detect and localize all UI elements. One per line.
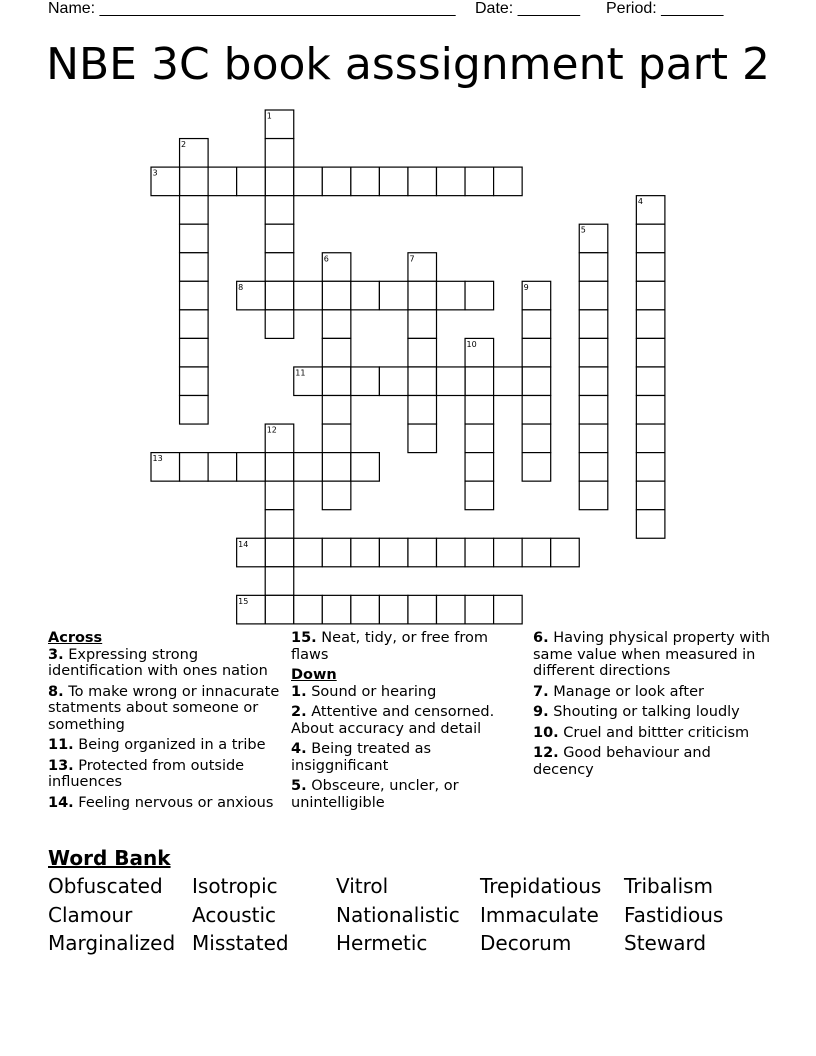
grid-cell[interactable] [322,338,351,367]
grid-cell[interactable] [465,595,494,624]
grid-cell[interactable] [180,196,209,225]
grid-cell[interactable] [180,367,209,396]
clue-across-15: 15. Neat, tidy, or free from flaws [291,630,488,663]
grid-cell[interactable] [180,167,209,196]
grid-cell[interactable] [579,481,608,510]
grid-cell[interactable] [636,510,665,539]
grid-cell[interactable] [208,453,237,482]
grid-cell[interactable] [237,167,266,196]
grid-cell[interactable] [294,538,323,567]
word-bank-item: Clamour [48,903,133,927]
clue-down-5: 5. Obsceure, uncler, or unintelligible [291,778,459,811]
grid-cell[interactable] [579,396,608,425]
across-heading: Across [48,630,103,646]
grid-cell[interactable] [437,538,466,567]
grid-cell[interactable] [322,481,351,510]
grid-cell[interactable] [579,310,608,339]
grid-cell[interactable] [322,310,351,339]
grid-cell[interactable] [636,453,665,482]
grid-cell[interactable] [465,481,494,510]
clue-number-label: 15 [238,596,249,606]
clue-across-14: 14. Feeling nervous or anxious [48,794,274,811]
grid-cell[interactable] [636,224,665,253]
grid-cell[interactable] [408,538,437,567]
grid-cell[interactable] [351,595,380,624]
word-bank-item: Misstated [192,931,289,955]
grid-cell[interactable] [636,481,665,510]
grid-cell[interactable] [408,396,437,425]
clue-number-label: 1 [266,111,272,121]
grid-cell[interactable] [522,310,551,339]
grid-cell[interactable] [636,338,665,367]
grid-cell[interactable] [408,167,437,196]
clue-across-8: 8. To make wrong or innacurate statments about someone or something [48,683,280,733]
clue-number-label: 13 [152,454,163,464]
grid-cell[interactable] [180,224,209,253]
clue-down-7: 7. Manage or look after [533,683,704,700]
grid-cell[interactable] [465,281,494,310]
grid-cell[interactable] [351,367,380,396]
grid-cell[interactable] [465,538,494,567]
word-bank-item: Nationalistic [336,903,460,927]
grid-cell[interactable] [351,281,380,310]
clue-number-label: 9 [523,282,529,292]
word-bank-item: Obfuscated [48,874,163,898]
grid-cell[interactable] [437,595,466,624]
grid-cell[interactable] [322,367,351,396]
grid-cell[interactable] [522,367,551,396]
grid-cell[interactable] [551,538,580,567]
grid-cell[interactable] [265,595,294,624]
grid-cell[interactable] [208,167,237,196]
grid-cell[interactable] [379,595,408,624]
word-bank-item: Trepidatious [480,874,602,898]
grid-cell[interactable] [265,196,294,225]
grid-cell[interactable] [636,396,665,425]
clue-number-label: 2 [181,140,187,150]
grid-cell[interactable] [636,253,665,282]
word-bank-item: Tribalism [624,874,714,898]
grid-cell[interactable] [180,396,209,425]
clue-down-4: 4. Being treated as insiggnificant [291,741,432,774]
grid-cell[interactable] [322,396,351,425]
grid-cell[interactable] [636,281,665,310]
clue-number-label: 8 [238,282,244,292]
grid-cell[interactable] [636,367,665,396]
grid-cell[interactable] [465,167,494,196]
grid-cell[interactable] [180,338,209,367]
down-heading: Down [291,667,337,683]
grid-cell[interactable] [379,167,408,196]
grid-cell[interactable] [437,167,466,196]
clue-down-6: 6. Having physical property with same value when measured in different directions [533,630,771,679]
grid-cell[interactable] [579,453,608,482]
grid-cell[interactable] [265,567,294,596]
grid-cell[interactable] [408,310,437,339]
clues-column-3 [533,630,773,782]
grid-cell[interactable] [408,281,437,310]
grid-cell[interactable] [437,367,466,396]
grid-cell[interactable] [265,253,294,282]
grid-cell[interactable] [579,338,608,367]
grid-cell[interactable] [351,538,380,567]
grid-cell[interactable] [379,538,408,567]
clues-column-1 [48,630,282,815]
grid-cell[interactable] [294,453,323,482]
clue-number-label: 3 [152,168,158,178]
grid-cell[interactable] [180,453,209,482]
word-bank-item: Fastidious [624,903,724,927]
grid-cell[interactable] [522,453,551,482]
grid-cell[interactable] [265,281,294,310]
grid-cell[interactable] [322,595,351,624]
word-bank-item: Steward [624,931,707,955]
grid-cell[interactable] [294,281,323,310]
grid-cell[interactable] [579,424,608,453]
grid-cell[interactable] [494,538,523,567]
word-bank-item: Immaculate [480,903,599,927]
grid-cell[interactable] [265,481,294,510]
grid-cell[interactable] [237,453,266,482]
grid-cell[interactable] [322,167,351,196]
clue-number-label: 14 [238,539,249,549]
clues-column-2 [291,630,516,815]
grid-cell[interactable] [180,310,209,339]
word-bank-item: Isotropic [192,874,278,898]
grid-cell[interactable] [265,224,294,253]
clue-number-label: 7 [409,254,415,264]
clue-across-13: 13. Protected from outside influences [48,757,245,790]
grid-cell[interactable] [437,281,466,310]
grid-cell[interactable] [265,310,294,339]
grid-cell[interactable] [636,424,665,453]
grid-cell[interactable] [379,367,408,396]
grid-cell[interactable] [465,396,494,425]
grid-cell[interactable] [180,281,209,310]
grid-cell[interactable] [494,595,523,624]
word-bank-item: Marginalized [48,931,176,955]
grid-cell[interactable] [265,453,294,482]
period-field[interactable]: Period: _______ [606,0,724,17]
grid-cell[interactable] [322,281,351,310]
grid-cell[interactable] [408,338,437,367]
grid-cell[interactable] [494,167,523,196]
word-bank-item: Decorum [480,931,572,955]
grid-cell[interactable] [522,424,551,453]
grid-cell[interactable] [265,538,294,567]
grid-cell[interactable] [265,510,294,539]
grid-cell[interactable] [579,367,608,396]
grid-cell[interactable] [408,367,437,396]
word-bank-item: Acoustic [192,903,277,927]
grid-cell[interactable] [522,538,551,567]
grid-cell[interactable] [294,595,323,624]
grid-cell[interactable] [379,281,408,310]
grid-cell[interactable] [180,253,209,282]
grid-cell[interactable] [322,424,351,453]
word-bank-item: Hermetic [336,931,428,955]
word-bank-item: Vitrol [336,874,389,898]
grid-cell[interactable] [322,538,351,567]
clue-number-label: 4 [637,197,643,207]
grid-cell[interactable] [579,253,608,282]
grid-cell[interactable] [465,367,494,396]
clue-number-label: 6 [323,254,329,264]
grid-cell[interactable] [522,338,551,367]
grid-cell[interactable] [294,167,323,196]
name-field[interactable]: Name: ________________________________________ [48,0,456,17]
page-title: NBE 3C book asssignment part 2 [46,39,770,90]
grid-cell[interactable] [522,396,551,425]
grid-cell[interactable] [494,367,523,396]
clue-number-label: 11 [295,368,306,378]
grid-cell[interactable] [408,595,437,624]
clue-down-10: 10. Cruel and bittter criticism [533,724,750,741]
grid-cell[interactable] [265,139,294,168]
clue-across-3: 3. Expressing strong identification with ones nation [48,646,268,679]
grid-cell[interactable] [465,453,494,482]
grid-cell[interactable] [351,453,380,482]
grid-cell[interactable] [351,167,380,196]
clue-down-2: 2. Attentive and censorned. About accuracy and detail [291,704,495,737]
clue-number-label: 12 [266,425,277,435]
grid-cell[interactable] [265,167,294,196]
clue-number-label: 5 [580,225,586,235]
clue-down-1: 1. Sound or hearing [291,683,437,700]
clue-across-11: 11. Being organized in a tribe [48,737,266,753]
clue-down-12: 12. Good behaviour and decency [533,745,711,778]
grid-cell[interactable] [408,424,437,453]
clue-down-9: 9. Shouting or talking loudly [533,704,740,720]
clue-number-label: 10 [466,339,477,349]
grid-cell[interactable] [322,453,351,482]
grid-cell[interactable] [579,281,608,310]
grid-cell[interactable] [636,310,665,339]
word-bank-title: Word Bank [48,846,171,870]
grid-cell[interactable] [465,424,494,453]
date-field[interactable]: Date: _______ [475,0,580,17]
